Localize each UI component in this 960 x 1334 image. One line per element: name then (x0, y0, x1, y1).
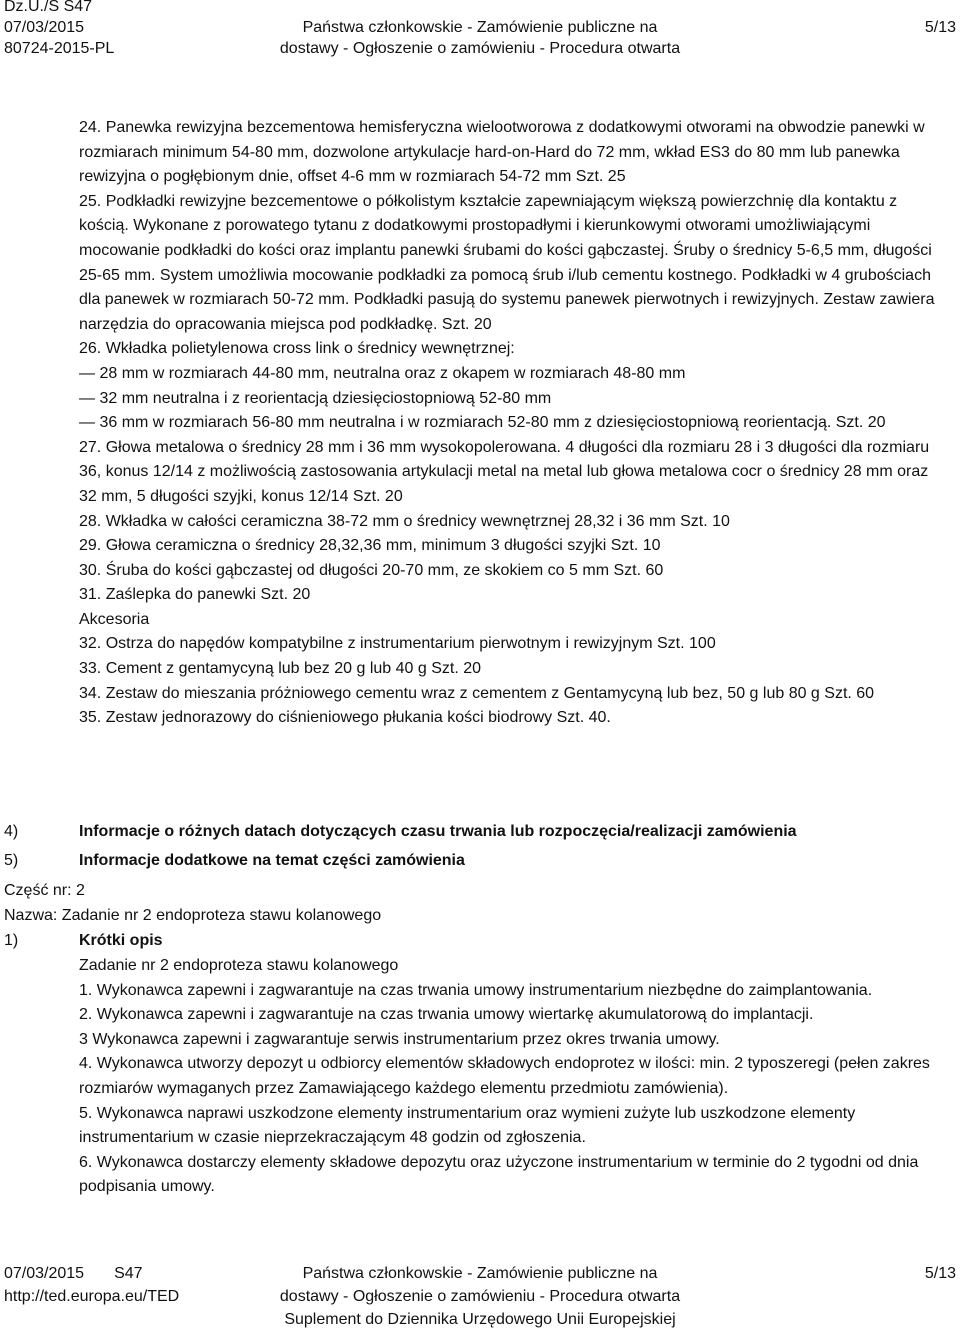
section-1 (4, 928, 948, 954)
part-name: Nazwa: Zadanie nr 2 endoproteza stawu kolanowego (4, 907, 382, 924)
short-description (79, 954, 948, 1200)
items-list (79, 116, 948, 731)
notice-number: 80724-2015-PL (4, 40, 115, 57)
list-item: — 28 mm w rozmiarach 44-80 mm, neutralna oraz z okapem w rozmiarach 48-80 mm (79, 364, 686, 382)
section-heading: Informacje o różnych datach dotyczących czasu trwania lub rozpoczęcia/realizacji zamówienia (79, 823, 797, 840)
list-item: 27. Głowa metalowa o średnicy 28 mm i 36 mm wysokopolerowana. 4 długości dla rozmiaru 28 i 3 długości dla rozmiaru 36, konus 12/14 z możliwością zastosowania artykulacji metal na metal lub głowa metalowa cocr o średnicy 28 mm oraz 32 mm, 5 długości szyjki, konus 12/14 Szt. 20 (79, 438, 930, 505)
page-header (4, 0, 956, 59)
journal-ref: Dz.U./S S47 (4, 0, 93, 15)
section-4 (4, 819, 948, 845)
list-item: 32. Ostrza do napędów kompatybilne z instrumentarium pierwotnym i rewizyjnym Szt. 100 (79, 635, 716, 653)
section-5 (4, 848, 948, 874)
section-number: 1) (4, 932, 19, 949)
list-item: 33. Cement z gentamycyną lub bez 20 g lub 40 g Szt. 20 (79, 660, 482, 678)
list-item: — 36 mm w rozmiarach 56-80 mm neutralna i w rozmiarach 52-80 mm z dziesięciostopniową reorientacją. Szt. 20 (79, 414, 886, 432)
footer-supplement: Suplement do Dziennika Urzędowego Unii Europejskiej (284, 1311, 676, 1328)
header-title-line1: Państwa członkowskie - Zamówienie publiczne na (302, 19, 658, 36)
list-item: 28. Wkładka w całości ceramiczna 38-72 mm o średnicy wewnętrznej 28,32 i 36 mm Szt. 10 (79, 512, 730, 530)
description-line: 5. Wykonawca naprawi uszkodzone elementy instrumentarium oraz wymieni zużyte lub uszkodzone elementy instrumentarium w czasie nieprzekraczającym 48 godzin od zgłoszenia. (79, 1104, 856, 1147)
list-item: 29. Głowa ceramiczna o średnicy 28,32,36 mm, minimum 3 długości szyjki Szt. 10 (79, 537, 661, 555)
header-date: 07/03/2015 (4, 19, 85, 36)
section-number: 5) (4, 852, 19, 869)
description-line: 4. Wykonawca utworzy depozyt u odbiorcy elementów składowych endoprotez w ilości: min. 2 typoszeregi (pełen zakres rozmiarów wymaganych przez Zamawiającego każdego elementu przedmiotu zamówienia). (79, 1055, 930, 1097)
header-page-number: 5/13 (924, 19, 956, 36)
description-line: 6. Wykonawca dostarczy elementy składowe depozytu oraz użyczone instrumentarium w terminie do 2 tygodni od dnia podpisania umowy. (79, 1153, 919, 1196)
section-heading: Krótki opis (79, 932, 163, 949)
page-footer (4, 1262, 956, 1331)
list-item: 24. Panewka rewizyjna bezcementowa hemisferyczna wielootworowa z dodatkowymi otworami na obwodzie panewki w rozmiarach minimum 54-80 mm, dozwolone artykulacje hard-on-Hard do 72 mm, wkład ES3 do 80 mm lub panewka rewizyjna o pogłębionym dnie, offset 4-6 mm w rozmiarach 54-72 mm Szt. 25 (79, 119, 925, 186)
list-item: 35. Zestaw jednorazowy do ciśnieniowego płukania kości biodrowy Szt. 40. (79, 709, 611, 727)
description-line: 2. Wykonawca zapewni i zagwarantuje na czas trwania umowy wiertarkę akumulatorową do implantacji. (79, 1006, 814, 1024)
list-item: 25. Podkładki rewizyjne bezcementowe o półkolistym kształcie zapewniającym większą powierzchnię dla kontaktu z kością. Wykonane z porowatego tytanu z dodatkowymi prostopadłymi i kierunkowymi otworami umożliwiającymi mocowanie podkładki do kości oraz implantu panewki śrubami do kości gąbczastej. Śruby o średnicy 5-6,5 mm, długości 25-65 mm. System umożliwia mocowanie podkładki za pomocą śrub i/lub cementu kostnego. Podkładki w 4 grubościach dla panewek w rozmiarach 50-72 mm. Podkładki pasują do systemu panewek pierwotnych i rewizyjnych. Zestaw zawiera narzędzia do opracowania miejsca pod podkładkę. Szt. 20 (79, 192, 935, 333)
footer-url-link[interactable]: http://ted.europa.eu/TED (4, 1288, 180, 1305)
footer-page-number: 5/13 (924, 1265, 956, 1282)
header-title-line2: dostawy - Ogłoszenie o zamówieniu - Procedura otwarta (279, 40, 681, 57)
section-number: 4) (4, 823, 19, 840)
list-item: 31. Zaślepka do panewki Szt. 20 (79, 586, 311, 604)
footer-title-line2: dostawy - Ogłoszenie o zamówieniu - Procedura otwarta (279, 1288, 681, 1305)
list-item: 30. Śruba do kości gąbczastej od długości 20-70 mm, ze skokiem co 5 mm Szt. 60 (79, 561, 664, 579)
description-line: 1. Wykonawca zapewni i zagwarantuje na czas trwania umowy instrumentarium niezbędne do zaimplantowania. (79, 981, 873, 999)
footer-series: S47 (114, 1265, 143, 1282)
list-item: — 32 mm neutralna i z reorientacją dziesięciostopniową 52-80 mm (79, 389, 552, 407)
footer-date: 07/03/2015 (4, 1265, 85, 1282)
description-line: 3 Wykonawca zapewni i zagwarantuje serwis instrumentarium przez okres trwania umowy. (79, 1030, 720, 1048)
description-line: Zadanie nr 2 endoproteza stawu kolanowego (79, 957, 399, 974)
subheading-accessories: Akcesoria (79, 610, 150, 628)
list-item: 26. Wkładka polietylenowa cross link o średnicy wewnętrznej: (79, 340, 515, 358)
part-number: Część nr: 2 (4, 882, 85, 899)
section-heading: Informacje dodatkowe na temat części zamówienia (79, 852, 465, 869)
list-item: 34. Zestaw do mieszania próżniowego cementu wraz z cementem z Gentamycyną lub bez, 50 g lub 80 g Szt. 60 (79, 684, 875, 702)
footer-title-line1: Państwa członkowskie - Zamówienie publiczne na (302, 1265, 658, 1282)
